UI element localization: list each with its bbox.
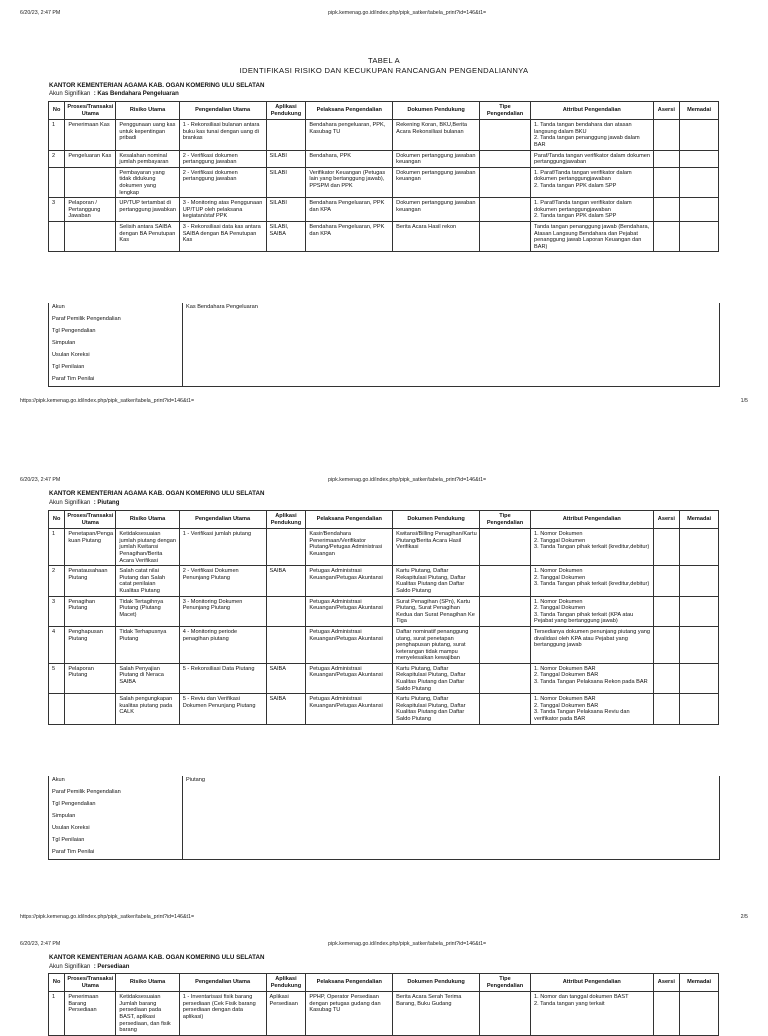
signature-header-label: Akun <box>49 303 183 314</box>
col-control-cell: 3 - Rekonsiliasi data kas antara SAIBA dengan BA Penutupan Kas <box>179 221 266 251</box>
col-control-type-cell <box>479 167 530 197</box>
signature-row <box>49 326 720 338</box>
col-attribute-cell: 1. Nomor Dokumen 2. Tanggal Dokumen 3. Tanda Tangan pihak terkait (KPA atau Pejabat yang bertanggung jawab) <box>531 596 654 626</box>
col-document-cell: Berita Acara Hasil rekon <box>393 221 480 251</box>
signature-row-label: Paraf Pemilik Pengendalian <box>49 787 183 799</box>
signature-row <box>49 314 720 326</box>
col-attribute-cell: 1. Tanda tangan bendahara dan atasan langsung dalam BKU 2. Tanda tangan penanggung jawab dalam BAR <box>531 120 654 150</box>
signature-row-value <box>183 338 720 350</box>
table-row <box>49 167 719 197</box>
footer-url: https://pipk.kemenag.go.id/index.php/pipk_satker/tabela_print?id=146&t1= <box>20 914 195 920</box>
col-document-cell: Dokumen pertanggung jawaban keuangan <box>393 150 480 167</box>
col-no-cell: 2 <box>49 566 65 596</box>
col-no-cell: 4 <box>49 626 65 663</box>
column-header-app: Aplikasi Pendukung <box>266 102 306 120</box>
col-risk-cell: Ketidaksesuaian jumlah piutang dengan jumlah Kwitansi Penagihan/Berita Acara Verifikasi <box>116 529 179 566</box>
print-url: pipk.kemenag.go.id/index.php/pipk_satker/tabela_print?id=146&t1= <box>328 10 487 16</box>
signature-row-value <box>183 823 720 835</box>
signature-row <box>49 799 720 811</box>
table-row <box>49 566 719 596</box>
col-assertion-cell <box>653 150 680 167</box>
col-control-cell: 1 - Verifikasi jumlah piutang <box>179 529 266 566</box>
col-control-cell: 4 - Monitoring periode penagihan piutang <box>179 626 266 663</box>
col-process-cell: Pengeluaran Kas <box>65 150 116 167</box>
col-process-cell: Penghapusan Piutang <box>65 626 116 663</box>
signature-row-label: Tgl Pengendalian <box>49 326 183 338</box>
col-app-cell: SILABI <box>266 167 306 197</box>
col-app-cell <box>266 529 306 566</box>
col-app-cell: SILABI, SAIBA <box>266 221 306 251</box>
col-assertion-cell <box>653 992 680 1036</box>
signature-row <box>49 338 720 350</box>
signature-row-label: Paraf Tim Penilai <box>49 374 183 387</box>
signature-header-row <box>49 776 720 787</box>
col-no-cell <box>49 694 65 724</box>
column-header-control: Pengendalian Utama <box>179 511 266 529</box>
signature-row-value <box>183 326 720 338</box>
col-risk-cell: Tidak Terhapusnya Piutang <box>116 626 179 663</box>
account-line <box>49 91 179 97</box>
column-header-process: Proses/Transaksi Utama <box>65 511 116 529</box>
col-control-cell: 3 - Monitoring atas Penggunaan UP/TUP oleh pelaksana kegiatan/staf PPK <box>179 198 266 222</box>
col-process-cell <box>65 221 116 251</box>
signature-row-value <box>183 374 720 387</box>
col-process-cell: Penatausahaan Piutang <box>65 566 116 596</box>
column-header-adequate: Memadai <box>680 102 719 120</box>
column-header-adequate: Memadai <box>680 974 719 992</box>
header-row <box>49 102 719 120</box>
col-control-cell: 5 - Rekonsiliasi Data Piutang <box>179 663 266 693</box>
signature-header-value: Kas Bendahara Pengeluaran <box>183 303 720 314</box>
col-executor-cell: Verifikator Keuangan (Petugas lain yang bertanggung jawab), PPSPM dan PPK <box>306 167 393 197</box>
signature-row-label: Usulan Koreksi <box>49 350 183 362</box>
signature-row-value <box>183 350 720 362</box>
col-process-cell: Pelaporan / Pertanggung Jawaban <box>65 198 116 222</box>
account-line <box>49 964 129 970</box>
header-row <box>49 974 719 992</box>
col-attribute-cell: 1. Nomor Dokumen 2. Tanggal Dokumen 3. Tanda Tangan pihak terkait (kreditur,debitur) <box>531 529 654 566</box>
risk-table <box>48 973 719 1036</box>
account-value: : Persediaan <box>93 964 130 970</box>
col-document-cell: Dokumen pertanggung jawaban keuangan <box>393 198 480 222</box>
signature-row <box>49 847 720 860</box>
office-name: KANTOR KEMENTERIAN AGAMA KAB. OGAN KOMERING ULU SELATAN <box>49 954 265 961</box>
col-app-cell: SAIBA <box>266 566 306 596</box>
col-app-cell: SILABI <box>266 150 306 167</box>
col-executor-cell: Petugas Administrasi Keuangan/Petugas Akuntansi <box>306 566 393 596</box>
col-no-cell: 5 <box>49 663 65 693</box>
footer-url: https://pipk.kemenag.go.id/index.php/pipk_satker/tabela_print?id=146&t1= <box>20 398 195 404</box>
column-header-document: Dokumen Pendukung <box>393 511 480 529</box>
col-assertion-cell <box>653 566 680 596</box>
col-document-cell: Kartu Piutang, Daftar Rekapitulasi Piutang, Daftar Kualitas Piutang dan Daftar Saldo Piutang <box>393 566 480 596</box>
table-row <box>49 198 719 222</box>
col-risk-cell: Salah Penyajian Piutang di Neraca SAIBA <box>116 663 179 693</box>
column-header-process: Proses/Transaksi Utama <box>65 974 116 992</box>
table-row <box>49 663 719 693</box>
col-risk-cell: Salah catat nilai Piutang dan Salah catat penilaian Kualitas Piutang <box>116 566 179 596</box>
col-executor-cell: Kasir/Bendahara Penerimaan/Verifikator Piutang/Petugas Administrasi Keuangan <box>306 529 393 566</box>
signature-row-label: Tgl Penilaian <box>49 362 183 374</box>
table-row <box>49 992 719 1036</box>
table-row <box>49 120 719 150</box>
col-no-cell <box>49 167 65 197</box>
col-no-cell: 2 <box>49 150 65 167</box>
print-url: pipk.kemenag.go.id/index.php/pipk_satker/tabela_print?id=146&t1= <box>328 477 487 483</box>
account-value: : Kas Bendahara Pengeluaran <box>93 91 179 97</box>
col-risk-cell: Pembayaran yang tidak didukung dokumen yang lengkap <box>116 167 179 197</box>
col-control-type-cell <box>479 221 530 251</box>
col-no-cell: 3 <box>49 198 65 222</box>
col-control-cell: 2 - Verifikasi dokumen pertanggung jawaban <box>179 150 266 167</box>
col-adequate-cell <box>680 221 719 251</box>
col-document-cell: Kartu Piutang, Daftar Rekapitulasi Piutang, Daftar Kualitas Piutang dan Daftar Saldo Piutang <box>393 663 480 693</box>
col-no-cell: 1 <box>49 120 65 150</box>
signature-header-row <box>49 303 720 314</box>
col-process-cell <box>65 694 116 724</box>
col-control-cell: 2 - Verifikasi dokumen pertanggung jawaban <box>179 167 266 197</box>
col-attribute-cell: 1. Nomor Dokumen BAR 2. Tanggal Dokumen BAR 3. Tanda Tangan Pelaksana Rekon pada BAR <box>531 663 654 693</box>
signature-header-value: Piutang <box>183 776 720 787</box>
col-no-cell <box>49 221 65 251</box>
col-control-type-cell <box>479 992 530 1036</box>
signature-row <box>49 362 720 374</box>
signature-row-label: Paraf Pemilik Pengendalian <box>49 314 183 326</box>
column-header-assertion: Asersi <box>653 102 680 120</box>
col-adequate-cell <box>680 120 719 150</box>
col-risk-cell: Salah pengungkapan kualitas piutang pada CALK <box>116 694 179 724</box>
office-name: KANTOR KEMENTERIAN AGAMA KAB. OGAN KOMERING ULU SELATAN <box>49 82 265 89</box>
signature-row-label: Tgl Pengendalian <box>49 799 183 811</box>
col-executor-cell: Petugas Administrasi Keuangan/Petugas Akuntansi <box>306 663 393 693</box>
signature-row <box>49 811 720 823</box>
col-app-cell <box>266 626 306 663</box>
col-control-cell: 5 - Reviu dan Verifikasi Dokumen Penunjang Piutang <box>179 694 266 724</box>
col-control-type-cell <box>479 566 530 596</box>
table-row <box>49 596 719 626</box>
column-header-risk: Risiko Utama <box>116 511 179 529</box>
column-header-app: Aplikasi Pendukung <box>266 511 306 529</box>
table-row <box>49 694 719 724</box>
column-header-attribute: Attribut Pengendalian <box>531 974 654 992</box>
col-no-cell: 1 <box>49 992 65 1036</box>
column-header-document: Dokumen Pendukung <box>393 102 480 120</box>
col-assertion-cell <box>653 198 680 222</box>
column-header-no: No <box>49 974 65 992</box>
column-header-control: Pengendalian Utama <box>179 102 266 120</box>
col-control-cell: 2 - Verifikasi Dokumen Penunjang Piutang <box>179 566 266 596</box>
col-no-cell: 3 <box>49 596 65 626</box>
col-process-cell: Penerimaan Barang Persediaan <box>65 992 116 1036</box>
col-control-type-cell <box>479 150 530 167</box>
table-row <box>49 150 719 167</box>
col-control-type-cell <box>479 198 530 222</box>
column-header-app: Aplikasi Pendukung <box>266 974 306 992</box>
signature-header-label: Akun <box>49 776 183 787</box>
col-executor-cell: Petugas Administrasi Keuangan/Petugas Akuntansi <box>306 626 393 663</box>
signature-row <box>49 823 720 835</box>
col-control-cell: 1 - Inventarisasi fisik barang persediaan (Cek Fisik barang persediaan dengan data aplikasi) <box>179 992 266 1036</box>
col-risk-cell: Tidak Tertagihnya Piutang (Piutang Macet) <box>116 596 179 626</box>
page-number: 2/5 <box>740 914 748 920</box>
col-adequate-cell <box>680 150 719 167</box>
col-attribute-cell: 1. Nomor dan tanggal dokumen BAST 2. Tanda tangan yang terkait <box>531 992 654 1036</box>
col-assertion-cell <box>653 596 680 626</box>
col-control-type-cell <box>479 529 530 566</box>
account-value: : Piutang <box>93 500 120 506</box>
col-app-cell <box>266 596 306 626</box>
column-header-process: Proses/Transaksi Utama <box>65 102 116 120</box>
signature-row-value <box>183 811 720 823</box>
col-app-cell <box>266 120 306 150</box>
print-date: 6/20/23, 2:47 PM <box>20 477 61 483</box>
col-app-cell: SAIBA <box>266 663 306 693</box>
col-process-cell: Pelaporan Piutang <box>65 663 116 693</box>
column-header-attribute: Attribut Pengendalian <box>531 102 654 120</box>
account-label: Akun Signifikan <box>49 964 91 970</box>
signature-row-value <box>183 787 720 799</box>
col-assertion-cell <box>653 663 680 693</box>
col-adequate-cell <box>680 596 719 626</box>
header-row <box>49 511 719 529</box>
col-control-cell: 1 - Rekonsiliasi bulanan antara buku kas tunai dengan uang di brankas <box>179 120 266 150</box>
col-process-cell: Penerimaan Kas <box>65 120 116 150</box>
table-row <box>49 529 719 566</box>
table-subtitle: IDENTIFIKASI RISIKO DAN KECUKUPAN RANCANGAN PENGENDALIANNYA <box>239 66 529 75</box>
col-control-type-cell <box>479 120 530 150</box>
col-process-cell: Penetapan/Pengakuan Piutang <box>65 529 116 566</box>
risk-table <box>48 510 719 725</box>
column-header-executor: Pelaksana Pengendalian <box>306 102 393 120</box>
print-url: pipk.kemenag.go.id/index.php/pipk_satker/tabela_print?id=146&t1= <box>328 941 487 947</box>
col-assertion-cell <box>653 167 680 197</box>
col-app-cell: Aplikasi Persediaan <box>266 992 306 1036</box>
signature-row-value <box>183 847 720 860</box>
column-header-adequate: Memadai <box>680 511 719 529</box>
page-number: 1/5 <box>740 398 748 404</box>
col-adequate-cell <box>680 529 719 566</box>
col-assertion-cell <box>653 529 680 566</box>
col-document-cell: Dokumen pertanggung jawaban keuangan <box>393 167 480 197</box>
col-process-cell: Penagihan Piutang <box>65 596 116 626</box>
col-process-cell <box>65 167 116 197</box>
signature-row-label: Simpulan <box>49 811 183 823</box>
col-assertion-cell <box>653 120 680 150</box>
column-header-control-type: Tipe Pengendalian <box>479 102 530 120</box>
col-attribute-cell: 1. Paraf/Tanda tangan verifikator dalam dokumen pertanggungjawaban 2. Tanda tangan PPK dalam SPP <box>531 198 654 222</box>
col-assertion-cell <box>653 626 680 663</box>
column-header-control: Pengendalian Utama <box>179 974 266 992</box>
col-document-cell: Rekening Koran, BKU,Berita Acara Rekonsiliasi bulanan <box>393 120 480 150</box>
col-attribute-cell: Tersedianya dokumen penunjang piutang yang divalidasi oleh KPA atau Pejabat yang bertanggung jawab <box>531 626 654 663</box>
signature-row-label: Tgl Penilaian <box>49 835 183 847</box>
print-page-1 <box>0 0 768 412</box>
col-attribute-cell: 1. Nomor Dokumen 2. Tanggal Dokumen 3. Tanda Tangan pihak terkait (kreditur,debitur) <box>531 566 654 596</box>
print-page-2 <box>0 412 768 920</box>
col-executor-cell: Bendahara Pengeluaran, PPK dan KPA <box>306 221 393 251</box>
col-executor-cell: Petugas Administrasi Keuangan/Petugas Akuntansi <box>306 694 393 724</box>
col-adequate-cell <box>680 663 719 693</box>
signature-row-value <box>183 314 720 326</box>
column-header-document: Dokumen Pendukung <box>393 974 480 992</box>
col-adequate-cell <box>680 992 719 1036</box>
col-risk-cell: Ketidaksesuaian Jumlah barang persediaan pada BAST, aplikasi persediaan, dan fisik barang <box>116 992 179 1036</box>
print-date: 6/20/23, 2:47 PM <box>20 10 61 16</box>
signature-row-label: Simpulan <box>49 338 183 350</box>
column-header-executor: Pelaksana Pengendalian <box>306 974 393 992</box>
col-attribute-cell: Paraf/Tanda tangan verifikator dalam dokumen pertanggungjawaban <box>531 150 654 167</box>
col-risk-cell: Kesalahan nominal jumlah pembayaran <box>116 150 179 167</box>
signature-row <box>49 350 720 362</box>
signature-row <box>49 835 720 847</box>
col-control-cell: 3 - Monitoring Dokumen Penunjang Piutang <box>179 596 266 626</box>
print-footer <box>20 398 748 404</box>
col-app-cell: SAIBA <box>266 694 306 724</box>
col-document-cell: Daftar nominatif penanggung utang, surat penetapan penghapusan piutang, surat keterangan tidak mampu menyelesaikan kewajiban <box>393 626 480 663</box>
col-adequate-cell <box>680 626 719 663</box>
account-line <box>49 500 119 506</box>
col-adequate-cell <box>680 198 719 222</box>
column-header-assertion: Asersi <box>653 511 680 529</box>
col-control-type-cell <box>479 694 530 724</box>
col-attribute-cell: 1. Nomor Dokumen BAR 2. Tanggal Dokumen BAR 3. Tanda Tangan Pelaksana Reviu dan verifikator pada BAR <box>531 694 654 724</box>
column-header-risk: Risiko Utama <box>116 102 179 120</box>
column-header-no: No <box>49 511 65 529</box>
signature-row-value <box>183 362 720 374</box>
column-header-assertion: Asersi <box>653 974 680 992</box>
print-page-3 <box>0 873 768 1034</box>
signature-row-value <box>183 799 720 811</box>
col-attribute-cell: Tanda tangan penanggung jawab (Bendahara, Atasan Langsung Bendahara dan Pejabat penanggung jawab Laporan Keuangan dan BAR) <box>531 221 654 251</box>
col-assertion-cell <box>653 694 680 724</box>
signature-table <box>48 776 720 860</box>
column-header-no: No <box>49 102 65 120</box>
col-control-type-cell <box>479 596 530 626</box>
signature-row <box>49 787 720 799</box>
column-header-executor: Pelaksana Pengendalian <box>306 511 393 529</box>
account-label: Akun Signifikan <box>49 91 91 97</box>
column-header-attribute: Attribut Pengendalian <box>531 511 654 529</box>
col-adequate-cell <box>680 566 719 596</box>
column-header-risk: Risiko Utama <box>116 974 179 992</box>
office-name: KANTOR KEMENTERIAN AGAMA KAB. OGAN KOMERING ULU SELATAN <box>49 490 265 497</box>
table-row <box>49 221 719 251</box>
signature-row-label: Paraf Tim Penilai <box>49 847 183 860</box>
col-risk-cell: UP/TUP tertambat di pertanggung jawabkan <box>116 198 179 222</box>
signature-row-label: Usulan Koreksi <box>49 823 183 835</box>
col-risk-cell: Penggunaan uang kas untuk kepentingan pribadi <box>116 120 179 150</box>
col-assertion-cell <box>653 221 680 251</box>
signature-row <box>49 374 720 387</box>
table-row <box>49 626 719 663</box>
col-adequate-cell <box>680 694 719 724</box>
col-attribute-cell: 1. Paraf/Tanda tangan verifikator dalam dokumen pertanggungjawaban 2. Tanda tangan PPK dalam SPP <box>531 167 654 197</box>
risk-table <box>48 101 719 252</box>
column-header-control-type: Tipe Pengendalian <box>479 974 530 992</box>
account-label: Akun Signifikan <box>49 500 91 506</box>
col-adequate-cell <box>680 167 719 197</box>
col-control-type-cell <box>479 626 530 663</box>
col-executor-cell: Petugas Administrasi Keuangan/Petugas Akuntansi <box>306 596 393 626</box>
col-app-cell: SILABI <box>266 198 306 222</box>
signature-row-value <box>183 835 720 847</box>
column-header-control-type: Tipe Pengendalian <box>479 511 530 529</box>
col-document-cell: Berita Acara Serah Terima Barang, Buku Gudang <box>393 992 480 1036</box>
col-executor-cell: Bendahara, PPK <box>306 150 393 167</box>
col-no-cell: 1 <box>49 529 65 566</box>
col-executor-cell: Bendahara Pengeluaran, PPK dan KPA <box>306 198 393 222</box>
col-document-cell: Kwitansi/Billing Penagihan/Kartu Piutang/Berita Acara Hasil Verifikasi <box>393 529 480 566</box>
table-title: TABEL A <box>367 56 401 65</box>
col-risk-cell: Selisih antara SAIBA dengan BA Penutupan Kas <box>116 221 179 251</box>
col-control-type-cell <box>479 663 530 693</box>
col-executor-cell: PPHP, Operator Persediaan dengan petugas gudang dan Kasubag TU <box>306 992 393 1036</box>
col-executor-cell: Bendahara pengeluaran, PPK, Kasubag TU <box>306 120 393 150</box>
col-document-cell: Surat Penagihan (SPn), Kartu Piutang, Surat Penagihan Kedua dan Surat Penagihan Ke Tiga <box>393 596 480 626</box>
print-date: 6/20/23, 2:47 PM <box>20 941 61 947</box>
signature-table <box>48 303 720 387</box>
col-document-cell: Kartu Piutang, Daftar Rekapitulasi Piutang, Daftar Kualitas Piutang dan Daftar Saldo Piutang <box>393 694 480 724</box>
